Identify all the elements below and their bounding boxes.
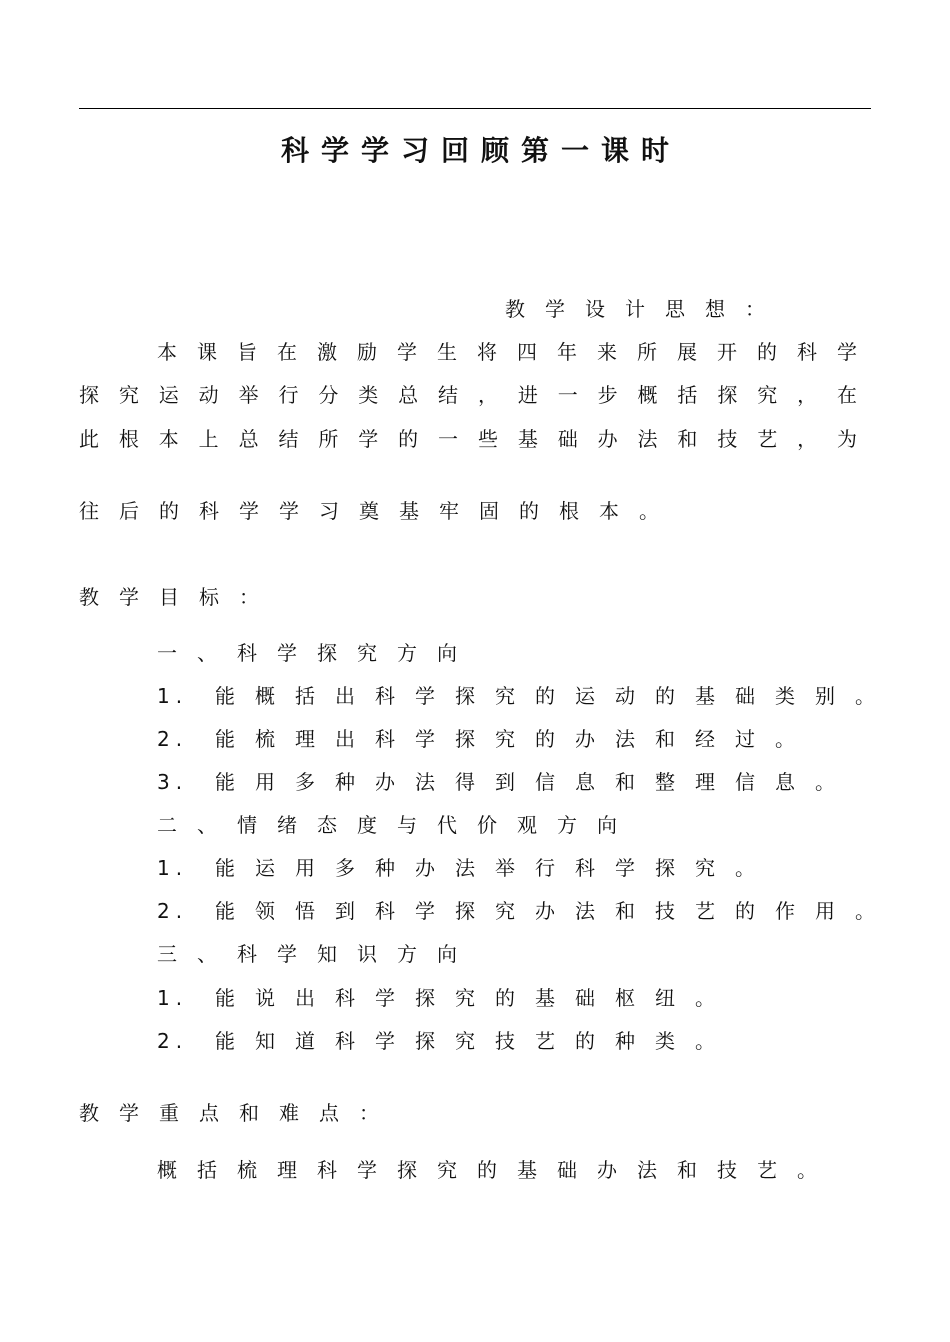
item-number: 2. — [157, 1029, 189, 1053]
objective-item — [157, 854, 775, 882]
objectives-heading: 教学目标： — [79, 585, 279, 609]
item-number: 1. — [157, 986, 189, 1010]
objective-section-heading: 三、科学知识方向 — [157, 942, 477, 966]
item-text: 能概括出科学探究的运动的基础类别。 — [215, 684, 895, 708]
design-thought-heading: 教学设计思想： — [505, 297, 785, 321]
item-text: 能说出科学探究的基础枢纽。 — [215, 986, 735, 1010]
key-points-text: 概括梳理科学探究的基础办法和技艺。 — [157, 1158, 837, 1182]
objective-section-heading: 一、科学探究方向 — [157, 641, 477, 665]
item-text: 能知道科学探究技艺的种类。 — [215, 1029, 735, 1053]
objective-section-heading: 二、情绪态度与代价观方向 — [157, 813, 637, 837]
objective-item — [157, 897, 895, 925]
objective-item — [157, 682, 895, 710]
design-thought-line-4: 往后的科学学习奠基牢固的根本。 — [79, 499, 679, 523]
item-number: 2. — [157, 727, 189, 751]
item-text: 能用多种办法得到信息和整理信息。 — [215, 770, 855, 794]
page-title: 科学学习回顾第一课时 — [280, 134, 681, 167]
item-number: 1. — [157, 856, 189, 880]
item-text: 能领悟到科学探究办法和技艺的作用。 — [215, 899, 895, 923]
objective-item — [157, 768, 855, 796]
item-number: 2. — [157, 899, 189, 923]
design-thought-line-2: 探究运动举行分类总结，进一步概括探究，在 — [79, 383, 857, 407]
item-number: 1. — [157, 684, 189, 708]
item-text: 能运用多种办法举行科学探究。 — [215, 856, 775, 880]
design-thought-line-1: 本课旨在激励学生将四年来所展开的科学 — [157, 340, 857, 364]
objective-item — [157, 1027, 735, 1055]
header-rule — [79, 108, 871, 109]
item-text: 能梳理出科学探究的办法和经过。 — [215, 727, 815, 751]
objective-item — [157, 725, 815, 753]
objective-item — [157, 984, 735, 1012]
item-number: 3. — [157, 770, 189, 794]
design-thought-line-3: 此根本上总结所学的一些基础办法和技艺，为 — [79, 427, 857, 451]
key-points-heading: 教学重点和难点： — [79, 1101, 399, 1125]
